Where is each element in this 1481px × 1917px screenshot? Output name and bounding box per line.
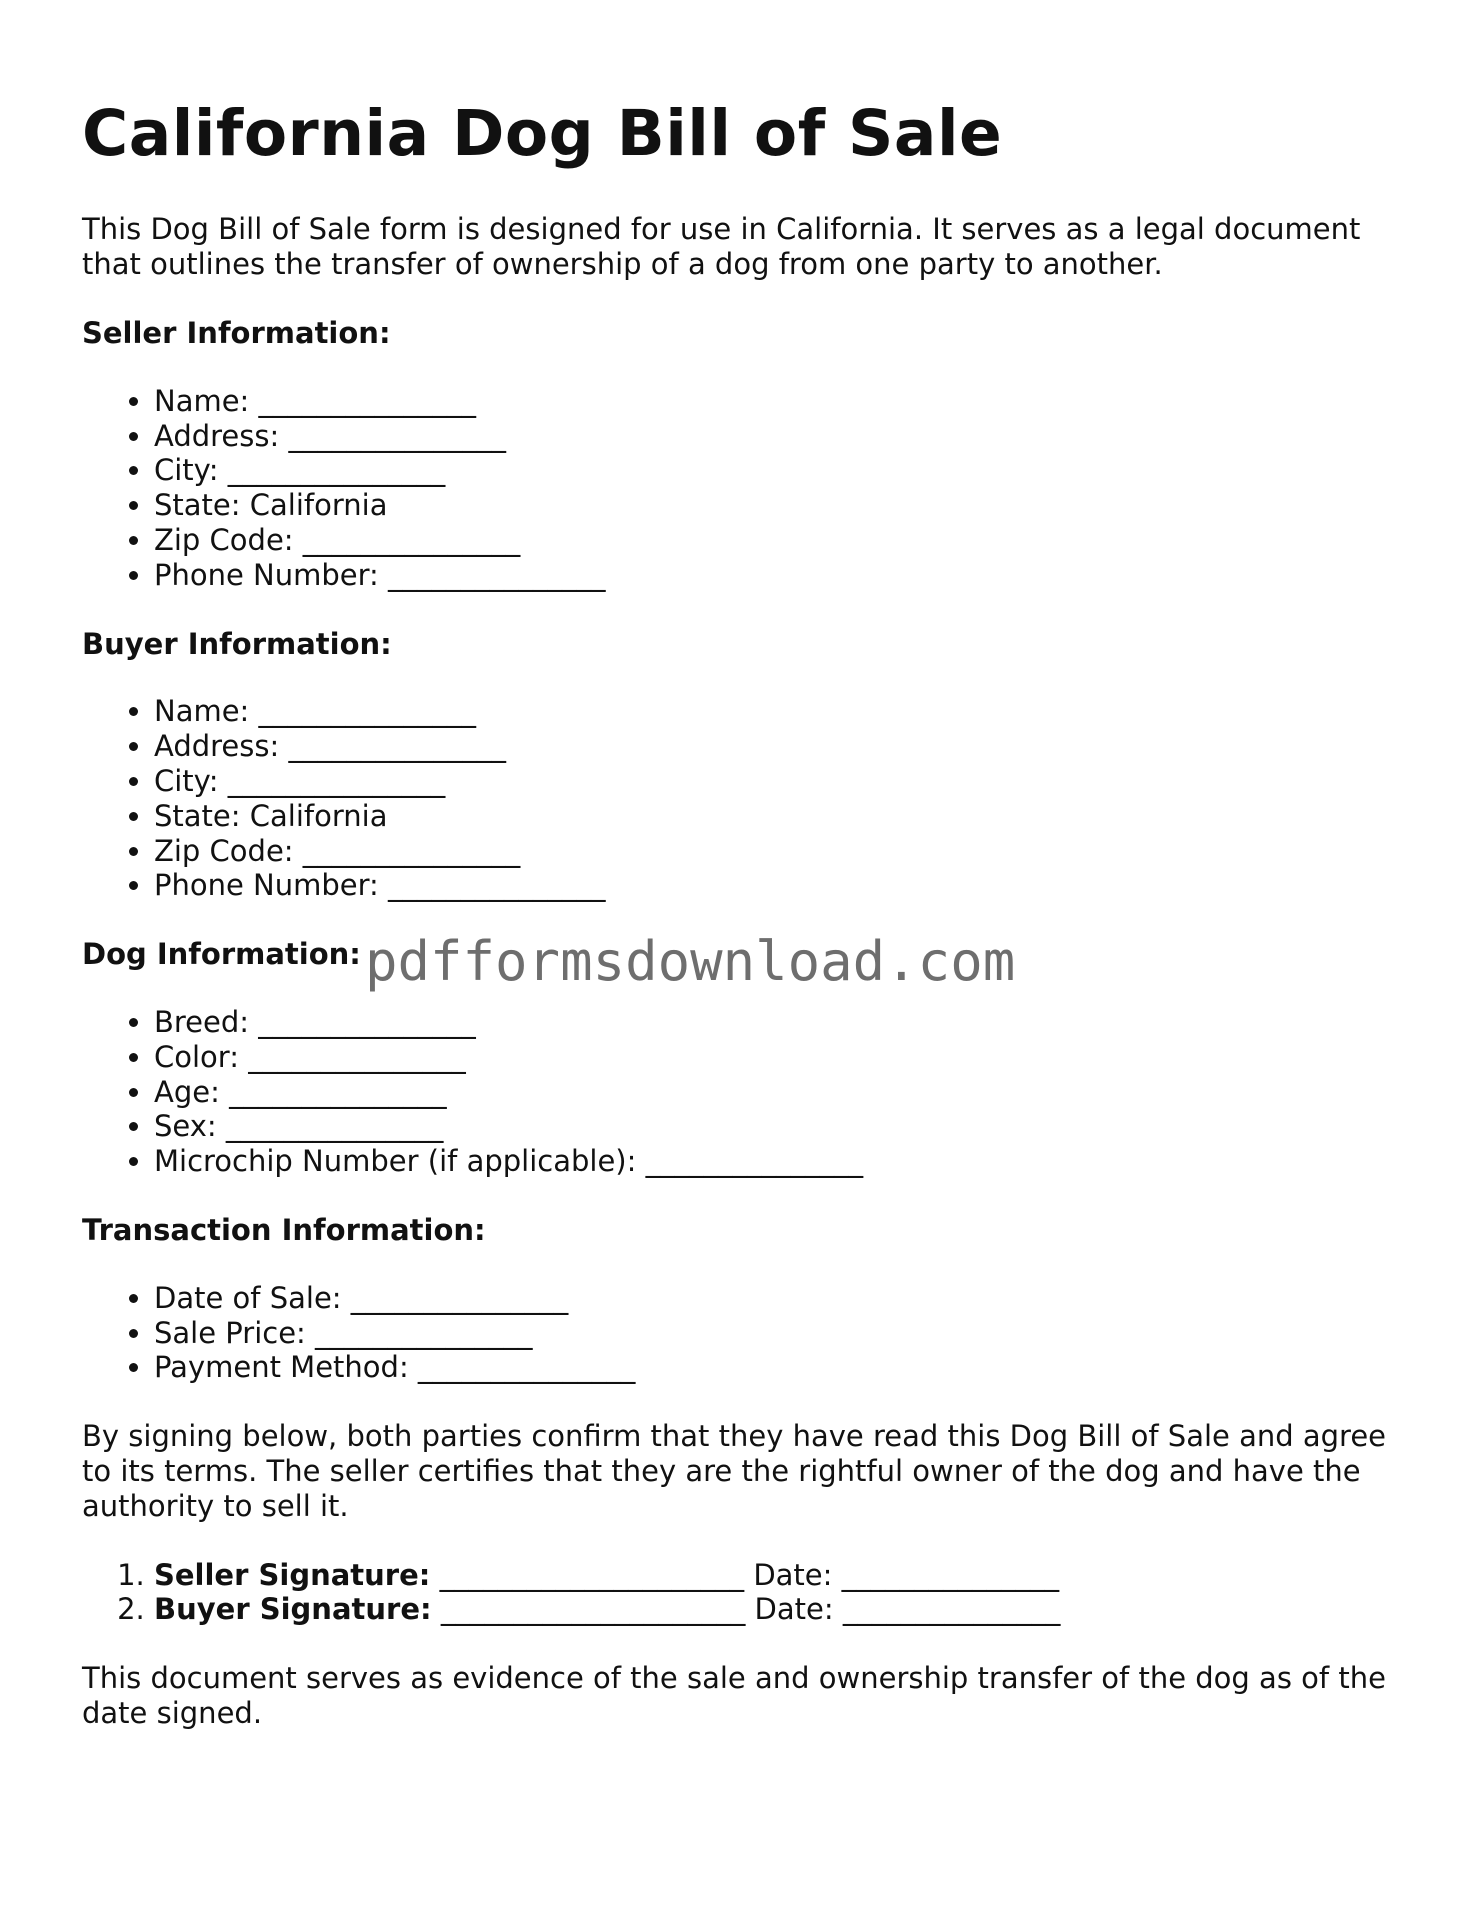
seller-heading: Seller Information: <box>82 316 391 351</box>
closing-paragraph: This document serves as evidence of the sale and ownership transfer of the dog as of the date signed. <box>82 1661 1386 1730</box>
agreement-paragraph: By signing below, both parties confirm that they have read this Dog Bill of Sale and agree to its terms. The seller certifies that they are the rightful owner of the dog and have the authority to sell it. <box>82 1419 1387 1523</box>
buyer-city-field: • City: _______________ <box>154 764 1412 799</box>
seller-list <box>82 384 1412 593</box>
watermark-text: pdfformsdownload.com <box>365 930 1016 993</box>
seller-phone-field: • Phone Number: _______________ <box>154 558 1412 593</box>
dog-heading: Dog Information: <box>82 937 361 972</box>
seller-signature-label: Seller Signature: <box>154 1557 431 1592</box>
buyer-list <box>82 694 1412 903</box>
transaction-date-field: • Date of Sale: _______________ <box>154 1281 1412 1316</box>
seller-signature-blank: _____________________ Date: _______________ <box>430 1557 1060 1592</box>
buyer-zip-field: • Zip Code: _______________ <box>154 834 1412 869</box>
seller-signature-line <box>154 1558 1412 1593</box>
transaction-payment-field: • Payment Method: _______________ <box>154 1350 1412 1385</box>
buyer-address-field: • Address: _______________ <box>154 729 1412 764</box>
seller-name-field: • Name: _______________ <box>154 384 1412 419</box>
dog-sex-field: • Sex: _______________ <box>154 1109 1412 1144</box>
buyer-name-field: • Name: _______________ <box>154 694 1412 729</box>
buyer-state-field: • State: California <box>154 799 1412 834</box>
dog-age-field: • Age: _______________ <box>154 1075 1412 1110</box>
buyer-phone-field: • Phone Number: _______________ <box>154 868 1412 903</box>
transaction-price-field: • Sale Price: _______________ <box>154 1316 1412 1351</box>
dog-microchip-field: • Microchip Number (if applicable): _______________ <box>154 1144 1412 1179</box>
seller-address-field: • Address: _______________ <box>154 419 1412 454</box>
dog-color-field: • Color: _______________ <box>154 1040 1412 1075</box>
seller-zip-field: • Zip Code: _______________ <box>154 523 1412 558</box>
transaction-heading: Transaction Information: <box>82 1212 486 1247</box>
seller-state-field: • State: California <box>154 488 1412 523</box>
transaction-list <box>82 1281 1412 1385</box>
buyer-signature-blank: _____________________ Date: _______________ <box>431 1592 1061 1627</box>
seller-city-field: • City: _______________ <box>154 453 1412 488</box>
dog-breed-field: • Breed: _______________ <box>154 1005 1412 1040</box>
intro-paragraph: This Dog Bill of Sale form is designed for use in California. It serves as a legal document that outlines the transfer of ownership of a dog from one party to another. <box>82 212 1361 282</box>
buyer-signature-label: Buyer Signature: <box>154 1592 432 1627</box>
buyer-signature-line <box>154 1592 1412 1627</box>
buyer-heading: Buyer Information: <box>82 626 392 661</box>
dog-list <box>82 1005 1412 1179</box>
signature-list <box>82 1558 1412 1628</box>
document-title: California Dog Bill of Sale <box>82 97 1003 170</box>
